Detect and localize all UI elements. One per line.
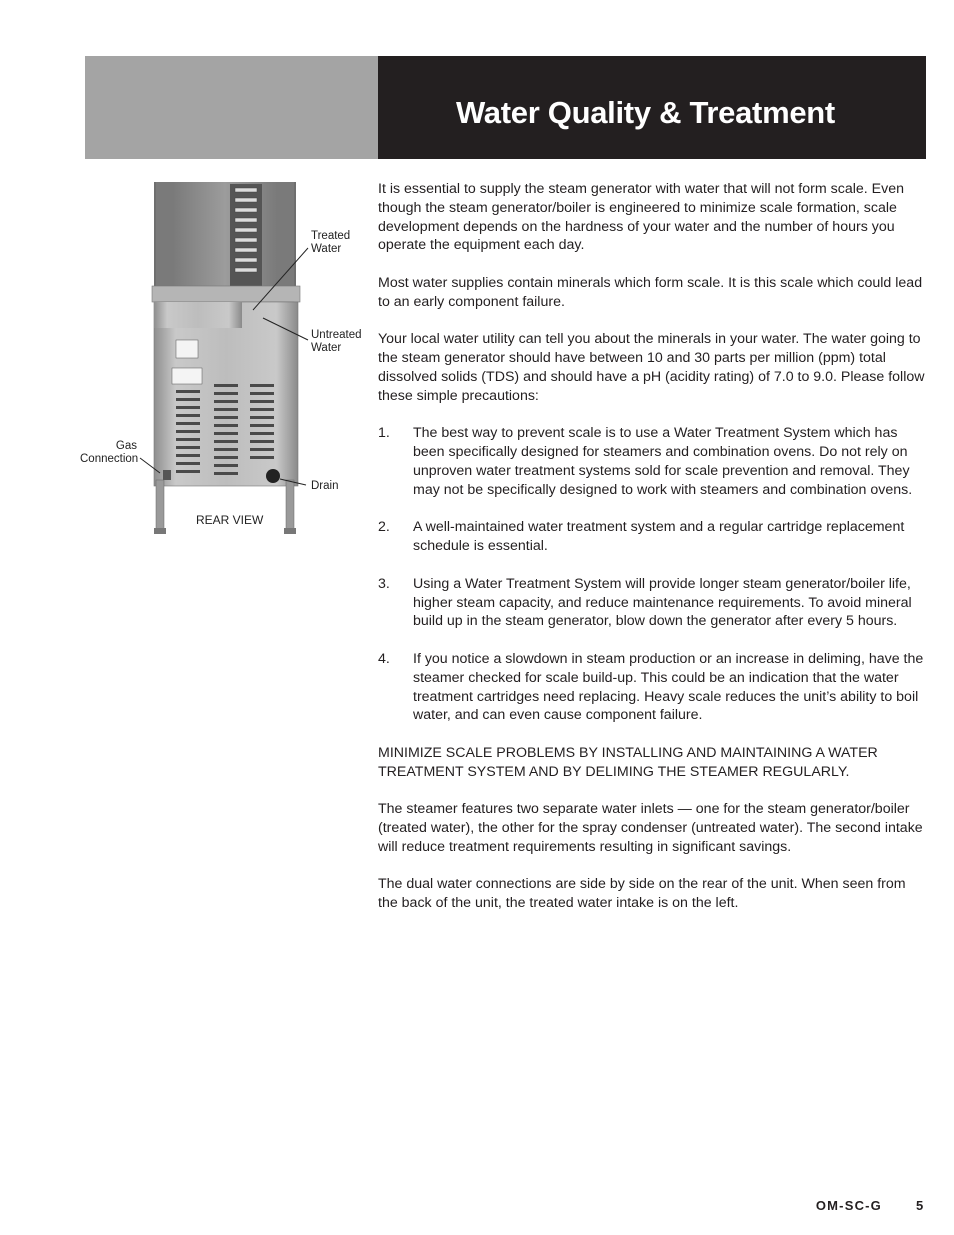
body-text — [378, 180, 926, 932]
list-item-number: 3. — [378, 575, 390, 592]
gas-connection-label: Gas Connection — [80, 440, 139, 465]
rear-view-caption: REAR VIEW — [196, 513, 264, 527]
treated-water-label: Treated Water — [311, 230, 351, 255]
page-title: Water Quality & Treatment — [456, 95, 835, 130]
water-inlets-paragraph: The steamer features two separate water inlets — one for the steam generator/boiler (treated water), the other for the spray condenser (untreated water). The second intake will reduce treatment requirements resulting in significant savings. — [378, 801, 923, 855]
list-item-number: 1. — [378, 425, 390, 442]
document-code: OM-SC-G — [815, 1198, 882, 1213]
list-item — [378, 424, 926, 499]
list-item-number: 4. — [378, 650, 390, 667]
drain-fitting — [266, 469, 280, 483]
water-utility-paragraph: Your local water utility can tell you about the minerals in your water. The water going to the steam generator should have between 10 and 30 parts per million (ppm) total dissolved solids (TDS) and should have a pH (acidity rating) of 7.0 to 9.0. Please follow these simple precautions: — [378, 331, 925, 404]
list-item-text: The best way to prevent scale is to use a Water Treatment System which has been specifically designed for steamers and combination ovens. Do not rely on unproven water treatment systems sold for scale prevention and removal. They may not be specifically designed to work with steamers and combination ovens. — [413, 425, 913, 498]
rear-view-figure — [80, 180, 370, 550]
warning-paragraph: MINIMIZE SCALE PROBLEMS BY INSTALLING AND MAINTAINING A WATER TREATMENT SYSTEM AND BY DELIMING THE STEAMER REGULARLY. — [378, 744, 878, 780]
list-item — [378, 518, 926, 556]
upper-cabinet — [154, 182, 296, 288]
precautions-list — [378, 424, 926, 725]
list-item-text: If you notice a slowdown in steam production or an increase in deliming, have the steamer checked for scale build-up. This could be an indication that the water treatment cartridges need replacing. Heavy scale reduces the unit’s ability to boil water, and can even cause component failure. — [413, 650, 924, 724]
dual-connections-paragraph: The dual water connections are side by side on the rear of the unit. When seen from the back of the unit, the treated water intake is on the left. — [378, 876, 906, 912]
list-item-number: 2. — [378, 519, 390, 536]
untreated-water-label: Untreated Water — [311, 329, 362, 354]
minerals-paragraph: Most water supplies contain minerals which form scale. It is this scale which could lead to an early component failure. — [378, 274, 923, 310]
drain-label: Drain — [311, 480, 339, 492]
page-number: 5 — [916, 1198, 924, 1213]
list-item-text: A well-maintained water treatment system and a regular cartridge replacement schedule is essential. — [413, 519, 905, 555]
header-dark-block — [378, 56, 926, 159]
intro-paragraph: It is essential to supply the steam generator with water that will not form scale. Even though the steam generator/boiler is engineered to minimize scale formation, scale development depends on the hardness of your water and the number of hours you operate the equipment each day. — [378, 181, 904, 254]
header-gray-block — [85, 56, 378, 159]
list-item-text: Using a Water Treatment System will provide longer steam generator/boiler life, higher steam capacity, and reduce maintenance requirements. To avoid mineral build up in the steam generator, blow down the generator after every 5 hours. — [413, 575, 912, 630]
list-item — [378, 575, 926, 631]
list-item — [378, 650, 926, 725]
